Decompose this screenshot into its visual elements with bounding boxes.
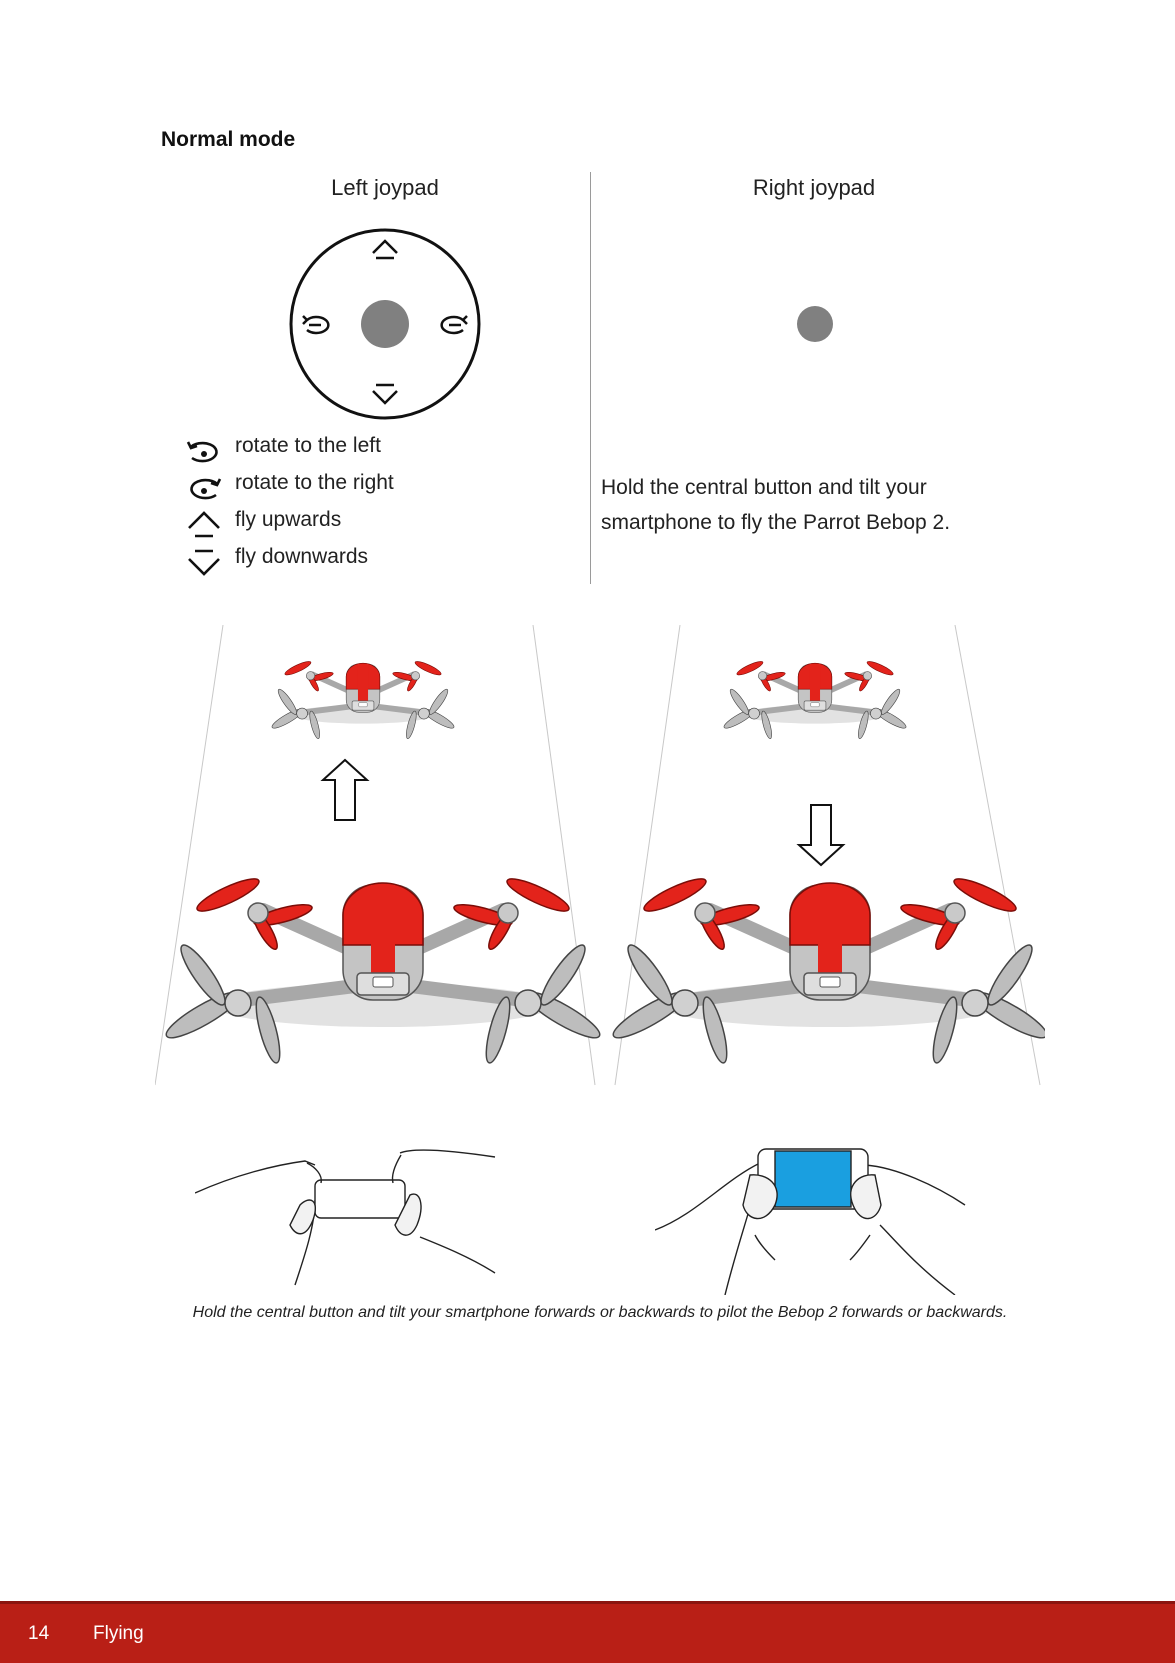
rotate-right-icon <box>186 473 222 503</box>
hands-tilt-backward-illustration <box>655 1145 975 1295</box>
page-number: 14 <box>28 1623 50 1644</box>
column-divider <box>590 172 591 584</box>
rotate-left-icon <box>303 316 328 333</box>
legend-label: fly upwards <box>235 508 342 531</box>
joystick-knob <box>361 300 409 348</box>
section-title: Normal mode <box>161 128 296 151</box>
right-joypad-instruction: Hold the central button and tilt your smartphone to fly the Parrot Bebop 2. <box>601 476 951 534</box>
figure-caption: Hold the central button and tilt your smartphone forwards or backwards to pilot the Bebop 2 forwards or backwards. <box>192 1304 1008 1321</box>
forward-arrow-icon <box>323 760 367 820</box>
page-footer <box>0 1601 1175 1663</box>
chevron-down-icon <box>186 547 222 577</box>
up-arrow-icon <box>373 241 397 258</box>
down-arrow-icon <box>373 385 397 403</box>
left-joypad-diagram <box>285 226 485 422</box>
rotate-right-icon <box>442 316 467 333</box>
legend-label: rotate to the right <box>235 471 394 494</box>
right-joypad-knob <box>796 305 834 343</box>
chevron-up-icon <box>186 510 222 540</box>
legend-label: fly downwards <box>235 545 369 568</box>
left-joypad-heading: Left joypad <box>331 175 439 200</box>
drone-pitch-illustration <box>155 625 1045 1105</box>
backward-arrow-icon <box>799 805 843 865</box>
footer-section-name: Flying <box>93 1623 144 1644</box>
rotate-left-icon <box>186 436 222 466</box>
right-joypad-heading: Right joypad <box>752 175 876 200</box>
hands-tilt-forward-illustration <box>195 1145 515 1295</box>
legend-label: rotate to the left <box>235 434 381 457</box>
